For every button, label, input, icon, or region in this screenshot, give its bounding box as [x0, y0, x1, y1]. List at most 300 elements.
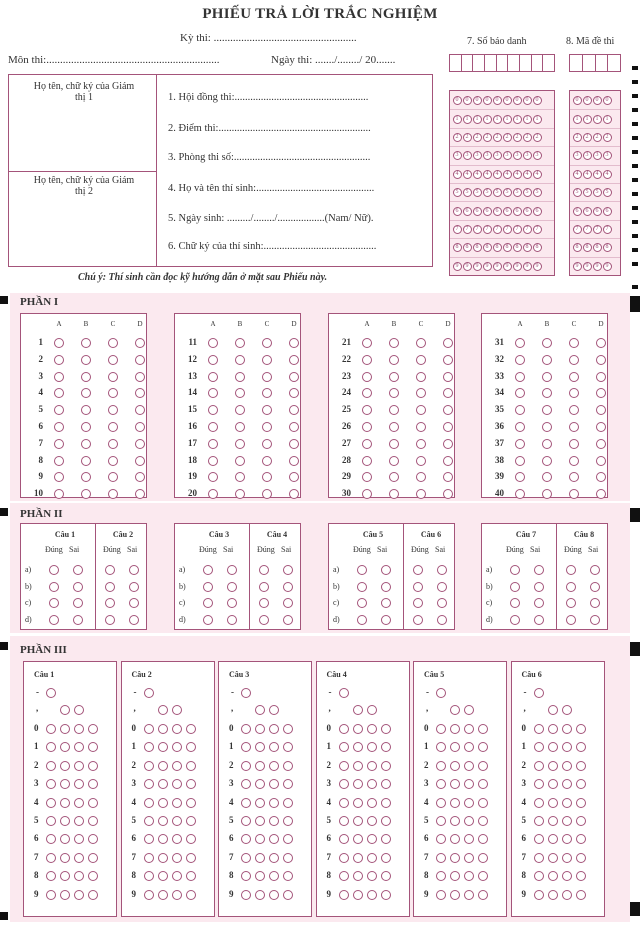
digit-bubble[interactable] — [186, 853, 196, 863]
digit-bubble[interactable] — [46, 834, 56, 844]
digit-bubble[interactable] — [255, 742, 265, 752]
answer-bubble[interactable] — [54, 422, 64, 432]
sbd-digit-bubble[interactable]: 5 — [513, 188, 522, 197]
made-digit-bubble[interactable]: 4 — [573, 170, 582, 179]
digit-bubble[interactable] — [186, 871, 196, 881]
sbd-digit-bubble[interactable]: 1 — [513, 115, 522, 124]
true-false-bubble[interactable] — [73, 615, 83, 625]
digit-bubble[interactable] — [367, 816, 377, 826]
digit-bubble[interactable] — [367, 871, 377, 881]
digit-bubble[interactable] — [46, 853, 56, 863]
answer-bubble[interactable] — [81, 372, 91, 382]
sbd-digit-bubble[interactable]: 3 — [513, 151, 522, 160]
made-digit-bubble[interactable]: 9 — [573, 262, 582, 271]
digit-bubble[interactable] — [450, 779, 460, 789]
true-false-bubble[interactable] — [49, 615, 59, 625]
answer-bubble[interactable] — [362, 456, 372, 466]
answer-bubble[interactable] — [416, 456, 426, 466]
true-false-bubble[interactable] — [534, 565, 544, 575]
sbd-digit-bubble[interactable]: 2 — [533, 133, 542, 142]
digit-bubble[interactable] — [186, 798, 196, 808]
digit-bubble[interactable] — [436, 779, 446, 789]
true-false-bubble[interactable] — [413, 565, 423, 575]
digit-bubble[interactable] — [60, 834, 70, 844]
digit-bubble[interactable] — [367, 834, 377, 844]
digit-bubble[interactable] — [478, 779, 488, 789]
sbd-digit-bubble[interactable]: 1 — [463, 115, 472, 124]
sbd-digit-bubble[interactable]: 4 — [533, 170, 542, 179]
digit-bubble[interactable] — [158, 890, 168, 900]
answer-bubble[interactable] — [596, 355, 606, 365]
digit-bubble[interactable] — [60, 761, 70, 771]
answer-bubble[interactable] — [569, 388, 579, 398]
digit-bubble[interactable] — [436, 816, 446, 826]
sbd-cell[interactable] — [497, 55, 509, 71]
sbd-digit-bubble[interactable]: 2 — [483, 133, 492, 142]
digit-bubble[interactable] — [450, 798, 460, 808]
digit-bubble[interactable] — [74, 742, 84, 752]
sbd-digit-bubble[interactable]: 5 — [453, 188, 462, 197]
answer-bubble[interactable] — [54, 472, 64, 482]
answer-bubble[interactable] — [235, 489, 245, 499]
digit-bubble[interactable] — [548, 761, 558, 771]
sbd-digit-bubble[interactable]: 6 — [493, 207, 502, 216]
digit-bubble[interactable] — [478, 724, 488, 734]
digit-bubble[interactable] — [381, 779, 391, 789]
digit-bubble[interactable] — [88, 890, 98, 900]
answer-bubble[interactable] — [108, 439, 118, 449]
sbd-digit-bubble[interactable]: 2 — [463, 133, 472, 142]
answer-bubble[interactable] — [596, 422, 606, 432]
true-false-bubble[interactable] — [129, 598, 139, 608]
digit-bubble[interactable] — [88, 742, 98, 752]
digit-bubble[interactable] — [46, 761, 56, 771]
sbd-digit-bubble[interactable]: 0 — [533, 96, 542, 105]
answer-bubble[interactable] — [135, 405, 145, 415]
digit-bubble[interactable] — [381, 724, 391, 734]
answer-bubble[interactable] — [416, 489, 426, 499]
made-digit-bubble[interactable]: 1 — [603, 115, 612, 124]
digit-bubble[interactable] — [74, 853, 84, 863]
sbd-cell[interactable] — [485, 55, 497, 71]
answer-bubble[interactable] — [289, 372, 299, 382]
true-false-bubble[interactable] — [566, 615, 576, 625]
answer-bubble[interactable] — [235, 456, 245, 466]
answer-bubble[interactable] — [515, 355, 525, 365]
answer-bubble[interactable] — [81, 456, 91, 466]
true-false-bubble[interactable] — [73, 598, 83, 608]
digit-bubble[interactable] — [534, 816, 544, 826]
digit-bubble[interactable] — [562, 834, 572, 844]
digit-bubble[interactable] — [353, 834, 363, 844]
answer-bubble[interactable] — [389, 355, 399, 365]
digit-bubble[interactable] — [158, 834, 168, 844]
true-false-bubble[interactable] — [590, 565, 600, 575]
sbd-digit-bubble[interactable]: 8 — [503, 243, 512, 252]
digit-bubble[interactable] — [534, 761, 544, 771]
true-false-bubble[interactable] — [590, 598, 600, 608]
made-digit-bubble[interactable]: 1 — [573, 115, 582, 124]
digit-bubble[interactable] — [534, 798, 544, 808]
true-false-bubble[interactable] — [566, 598, 576, 608]
true-false-bubble[interactable] — [437, 565, 447, 575]
sbd-digit-bubble[interactable]: 3 — [453, 151, 462, 160]
sbd-digit-bubble[interactable]: 9 — [513, 262, 522, 271]
digit-bubble[interactable] — [381, 761, 391, 771]
sbd-digit-bubble[interactable]: 9 — [483, 262, 492, 271]
true-false-bubble[interactable] — [49, 598, 59, 608]
sbd-digit-bubble[interactable]: 9 — [453, 262, 462, 271]
digit-bubble[interactable] — [478, 890, 488, 900]
sbd-digit-bubble[interactable]: 7 — [453, 225, 462, 234]
digit-bubble[interactable] — [283, 761, 293, 771]
digit-bubble[interactable] — [576, 779, 586, 789]
minus-bubble[interactable] — [46, 688, 56, 698]
true-false-bubble[interactable] — [510, 598, 520, 608]
true-false-bubble[interactable] — [381, 565, 391, 575]
made-digit-bubble[interactable]: 0 — [603, 96, 612, 105]
answer-bubble[interactable] — [569, 456, 579, 466]
made-digit-bubble[interactable]: 6 — [603, 207, 612, 216]
digit-bubble[interactable] — [478, 853, 488, 863]
digit-bubble[interactable] — [464, 890, 474, 900]
digit-bubble[interactable] — [60, 853, 70, 863]
answer-bubble[interactable] — [208, 355, 218, 365]
answer-bubble[interactable] — [81, 439, 91, 449]
true-false-bubble[interactable] — [283, 598, 293, 608]
sbd-cell[interactable] — [520, 55, 532, 71]
answer-bubble[interactable] — [443, 372, 453, 382]
digit-bubble[interactable] — [74, 871, 84, 881]
digit-bubble[interactable] — [353, 724, 363, 734]
digit-bubble[interactable] — [74, 890, 84, 900]
true-false-bubble[interactable] — [203, 615, 213, 625]
made-digit-bubble[interactable]: 5 — [573, 188, 582, 197]
answer-bubble[interactable] — [389, 388, 399, 398]
made-digit-bubble[interactable]: 6 — [583, 207, 592, 216]
sbd-digit-bubble[interactable]: 7 — [493, 225, 502, 234]
answer-bubble[interactable] — [54, 456, 64, 466]
sbd-digit-bubble[interactable]: 4 — [463, 170, 472, 179]
true-false-bubble[interactable] — [437, 582, 447, 592]
answer-bubble[interactable] — [235, 422, 245, 432]
answer-bubble[interactable] — [135, 338, 145, 348]
digit-bubble[interactable] — [548, 798, 558, 808]
digit-bubble[interactable] — [144, 798, 154, 808]
answer-bubble[interactable] — [262, 439, 272, 449]
digit-bubble[interactable] — [381, 798, 391, 808]
answer-bubble[interactable] — [54, 355, 64, 365]
sbd-digit-bubble[interactable]: 5 — [493, 188, 502, 197]
answer-bubble[interactable] — [416, 422, 426, 432]
digit-bubble[interactable] — [60, 816, 70, 826]
made-digit-bubble[interactable]: 7 — [583, 225, 592, 234]
answer-bubble[interactable] — [81, 405, 91, 415]
digit-bubble[interactable] — [74, 834, 84, 844]
true-false-bubble[interactable] — [105, 565, 115, 575]
true-false-bubble[interactable] — [357, 598, 367, 608]
true-false-bubble[interactable] — [534, 598, 544, 608]
digit-bubble[interactable] — [450, 834, 460, 844]
answer-bubble[interactable] — [108, 372, 118, 382]
made-digit-bubble[interactable]: 3 — [573, 151, 582, 160]
digit-bubble[interactable] — [88, 779, 98, 789]
made-entry-boxes[interactable] — [569, 54, 621, 72]
sbd-digit-bubble[interactable]: 9 — [473, 262, 482, 271]
sbd-digit-bubble[interactable]: 2 — [503, 133, 512, 142]
digit-bubble[interactable] — [186, 779, 196, 789]
info-field-3[interactable]: 3. Phòng thi số:.................................................... — [168, 152, 371, 163]
sbd-digit-bubble[interactable]: 0 — [493, 96, 502, 105]
digit-bubble[interactable] — [144, 761, 154, 771]
made-digit-bubble[interactable]: 5 — [603, 188, 612, 197]
true-false-bubble[interactable] — [413, 582, 423, 592]
answer-bubble[interactable] — [262, 405, 272, 415]
digit-bubble[interactable] — [283, 779, 293, 789]
sbd-digit-bubble[interactable]: 0 — [513, 96, 522, 105]
digit-bubble[interactable] — [436, 890, 446, 900]
answer-bubble[interactable] — [208, 439, 218, 449]
sbd-digit-bubble[interactable]: 4 — [483, 170, 492, 179]
answer-bubble[interactable] — [289, 489, 299, 499]
answer-bubble[interactable] — [108, 472, 118, 482]
answer-bubble[interactable] — [54, 405, 64, 415]
sbd-digit-bubble[interactable]: 8 — [453, 243, 462, 252]
made-digit-bubble[interactable]: 9 — [583, 262, 592, 271]
digit-bubble[interactable] — [241, 724, 251, 734]
digit-bubble[interactable] — [548, 742, 558, 752]
sbd-cell[interactable] — [462, 55, 474, 71]
true-false-bubble[interactable] — [437, 598, 447, 608]
sbd-digit-bubble[interactable]: 6 — [503, 207, 512, 216]
digit-bubble[interactable] — [74, 779, 84, 789]
answer-bubble[interactable] — [389, 489, 399, 499]
answer-bubble[interactable] — [235, 338, 245, 348]
made-digit-bubble[interactable]: 5 — [593, 188, 602, 197]
sbd-digit-bubble[interactable]: 6 — [453, 207, 462, 216]
digit-bubble[interactable] — [534, 853, 544, 863]
sbd-digit-bubble[interactable]: 4 — [473, 170, 482, 179]
digit-bubble[interactable] — [88, 853, 98, 863]
digit-bubble[interactable] — [241, 798, 251, 808]
digit-bubble[interactable] — [548, 834, 558, 844]
digit-bubble[interactable] — [158, 779, 168, 789]
minus-bubble[interactable] — [436, 688, 446, 698]
true-false-bubble[interactable] — [437, 615, 447, 625]
answer-bubble[interactable] — [569, 372, 579, 382]
digit-bubble[interactable] — [562, 779, 572, 789]
comma-bubble[interactable] — [255, 705, 265, 715]
digit-bubble[interactable] — [283, 816, 293, 826]
answer-bubble[interactable] — [569, 489, 579, 499]
answer-bubble[interactable] — [569, 439, 579, 449]
made-digit-bubble[interactable]: 3 — [583, 151, 592, 160]
answer-bubble[interactable] — [362, 422, 372, 432]
digit-bubble[interactable] — [60, 779, 70, 789]
digit-bubble[interactable] — [367, 779, 377, 789]
answer-bubble[interactable] — [542, 489, 552, 499]
digit-bubble[interactable] — [144, 871, 154, 881]
digit-bubble[interactable] — [464, 742, 474, 752]
digit-bubble[interactable] — [172, 742, 182, 752]
digit-bubble[interactable] — [158, 724, 168, 734]
digit-bubble[interactable] — [144, 816, 154, 826]
digit-bubble[interactable] — [283, 742, 293, 752]
sbd-digit-bubble[interactable]: 4 — [513, 170, 522, 179]
digit-bubble[interactable] — [172, 724, 182, 734]
digit-bubble[interactable] — [255, 816, 265, 826]
true-false-bubble[interactable] — [227, 565, 237, 575]
digit-bubble[interactable] — [144, 724, 154, 734]
digit-bubble[interactable] — [144, 834, 154, 844]
answer-bubble[interactable] — [596, 388, 606, 398]
sbd-digit-bubble[interactable]: 6 — [473, 207, 482, 216]
digit-bubble[interactable] — [241, 761, 251, 771]
digit-bubble[interactable] — [353, 779, 363, 789]
digit-bubble[interactable] — [269, 779, 279, 789]
digit-bubble[interactable] — [353, 871, 363, 881]
true-false-bubble[interactable] — [357, 582, 367, 592]
sbd-digit-bubble[interactable]: 3 — [503, 151, 512, 160]
true-false-bubble[interactable] — [381, 582, 391, 592]
answer-bubble[interactable] — [208, 456, 218, 466]
digit-bubble[interactable] — [450, 871, 460, 881]
answer-bubble[interactable] — [208, 338, 218, 348]
digit-bubble[interactable] — [283, 871, 293, 881]
made-digit-bubble[interactable]: 0 — [593, 96, 602, 105]
answer-bubble[interactable] — [81, 489, 91, 499]
sbd-digit-bubble[interactable]: 7 — [473, 225, 482, 234]
sbd-digit-bubble[interactable]: 7 — [503, 225, 512, 234]
sbd-digit-bubble[interactable]: 4 — [503, 170, 512, 179]
answer-bubble[interactable] — [542, 355, 552, 365]
digit-bubble[interactable] — [60, 798, 70, 808]
sbd-digit-bubble[interactable]: 8 — [483, 243, 492, 252]
comma-bubble[interactable] — [353, 705, 363, 715]
digit-bubble[interactable] — [576, 816, 586, 826]
digit-bubble[interactable] — [255, 890, 265, 900]
true-false-bubble[interactable] — [203, 582, 213, 592]
digit-bubble[interactable] — [534, 871, 544, 881]
digit-bubble[interactable] — [283, 853, 293, 863]
answer-bubble[interactable] — [262, 388, 272, 398]
digit-bubble[interactable] — [241, 779, 251, 789]
answer-bubble[interactable] — [389, 422, 399, 432]
sbd-digit-bubble[interactable]: 0 — [483, 96, 492, 105]
sbd-cell[interactable] — [532, 55, 544, 71]
digit-bubble[interactable] — [436, 834, 446, 844]
digit-bubble[interactable] — [353, 761, 363, 771]
digit-bubble[interactable] — [241, 834, 251, 844]
true-false-bubble[interactable] — [259, 615, 269, 625]
sbd-digit-bubble[interactable]: 8 — [463, 243, 472, 252]
digit-bubble[interactable] — [144, 742, 154, 752]
digit-bubble[interactable] — [46, 798, 56, 808]
answer-bubble[interactable] — [135, 489, 145, 499]
digit-bubble[interactable] — [381, 816, 391, 826]
answer-bubble[interactable] — [135, 456, 145, 466]
answer-bubble[interactable] — [542, 422, 552, 432]
made-digit-bubble[interactable]: 2 — [603, 133, 612, 142]
sbd-digit-bubble[interactable]: 2 — [453, 133, 462, 142]
digit-bubble[interactable] — [186, 742, 196, 752]
digit-bubble[interactable] — [353, 742, 363, 752]
digit-bubble[interactable] — [172, 761, 182, 771]
digit-bubble[interactable] — [436, 798, 446, 808]
sbd-digit-bubble[interactable]: 0 — [453, 96, 462, 105]
sbd-entry-boxes[interactable] — [449, 54, 555, 72]
true-false-bubble[interactable] — [381, 615, 391, 625]
answer-bubble[interactable] — [362, 388, 372, 398]
answer-bubble[interactable] — [81, 422, 91, 432]
digit-bubble[interactable] — [436, 761, 446, 771]
sbd-digit-bubble[interactable]: 3 — [483, 151, 492, 160]
answer-bubble[interactable] — [362, 355, 372, 365]
sbd-digit-bubble[interactable]: 0 — [463, 96, 472, 105]
sbd-digit-bubble[interactable]: 2 — [513, 133, 522, 142]
comma-bubble[interactable] — [562, 705, 572, 715]
answer-bubble[interactable] — [81, 388, 91, 398]
answer-bubble[interactable] — [362, 439, 372, 449]
digit-bubble[interactable] — [548, 724, 558, 734]
digit-bubble[interactable] — [269, 890, 279, 900]
made-digit-bubble[interactable]: 2 — [573, 133, 582, 142]
digit-bubble[interactable] — [562, 798, 572, 808]
answer-bubble[interactable] — [389, 456, 399, 466]
made-digit-bubble[interactable]: 7 — [603, 225, 612, 234]
made-digit-grid[interactable] — [569, 90, 621, 276]
made-cell[interactable] — [583, 55, 596, 71]
sbd-digit-bubble[interactable]: 6 — [533, 207, 542, 216]
digit-bubble[interactable] — [74, 761, 84, 771]
sbd-digit-bubble[interactable]: 9 — [463, 262, 472, 271]
digit-bubble[interactable] — [548, 853, 558, 863]
digit-bubble[interactable] — [74, 724, 84, 734]
digit-bubble[interactable] — [269, 724, 279, 734]
answer-bubble[interactable] — [515, 472, 525, 482]
digit-bubble[interactable] — [464, 761, 474, 771]
digit-bubble[interactable] — [367, 724, 377, 734]
made-digit-bubble[interactable]: 8 — [603, 243, 612, 252]
made-digit-bubble[interactable]: 9 — [593, 262, 602, 271]
answer-bubble[interactable] — [515, 405, 525, 415]
answer-bubble[interactable] — [416, 355, 426, 365]
digit-bubble[interactable] — [576, 871, 586, 881]
digit-bubble[interactable] — [339, 761, 349, 771]
true-false-bubble[interactable] — [227, 615, 237, 625]
digit-bubble[interactable] — [269, 742, 279, 752]
digit-bubble[interactable] — [283, 890, 293, 900]
digit-bubble[interactable] — [339, 871, 349, 881]
true-false-bubble[interactable] — [510, 582, 520, 592]
digit-bubble[interactable] — [158, 742, 168, 752]
made-digit-bubble[interactable]: 4 — [603, 170, 612, 179]
digit-bubble[interactable] — [436, 724, 446, 734]
true-false-bubble[interactable] — [49, 582, 59, 592]
digit-bubble[interactable] — [46, 890, 56, 900]
answer-bubble[interactable] — [443, 355, 453, 365]
comma-bubble[interactable] — [464, 705, 474, 715]
digit-bubble[interactable] — [562, 742, 572, 752]
answer-bubble[interactable] — [108, 405, 118, 415]
answer-bubble[interactable] — [235, 405, 245, 415]
digit-bubble[interactable] — [255, 853, 265, 863]
info-field-5[interactable]: 5. Ngày sinh: ........./......../..................(Nam/ Nữ). — [168, 213, 374, 224]
digit-bubble[interactable] — [562, 816, 572, 826]
digit-bubble[interactable] — [255, 834, 265, 844]
digit-bubble[interactable] — [74, 816, 84, 826]
answer-bubble[interactable] — [262, 338, 272, 348]
